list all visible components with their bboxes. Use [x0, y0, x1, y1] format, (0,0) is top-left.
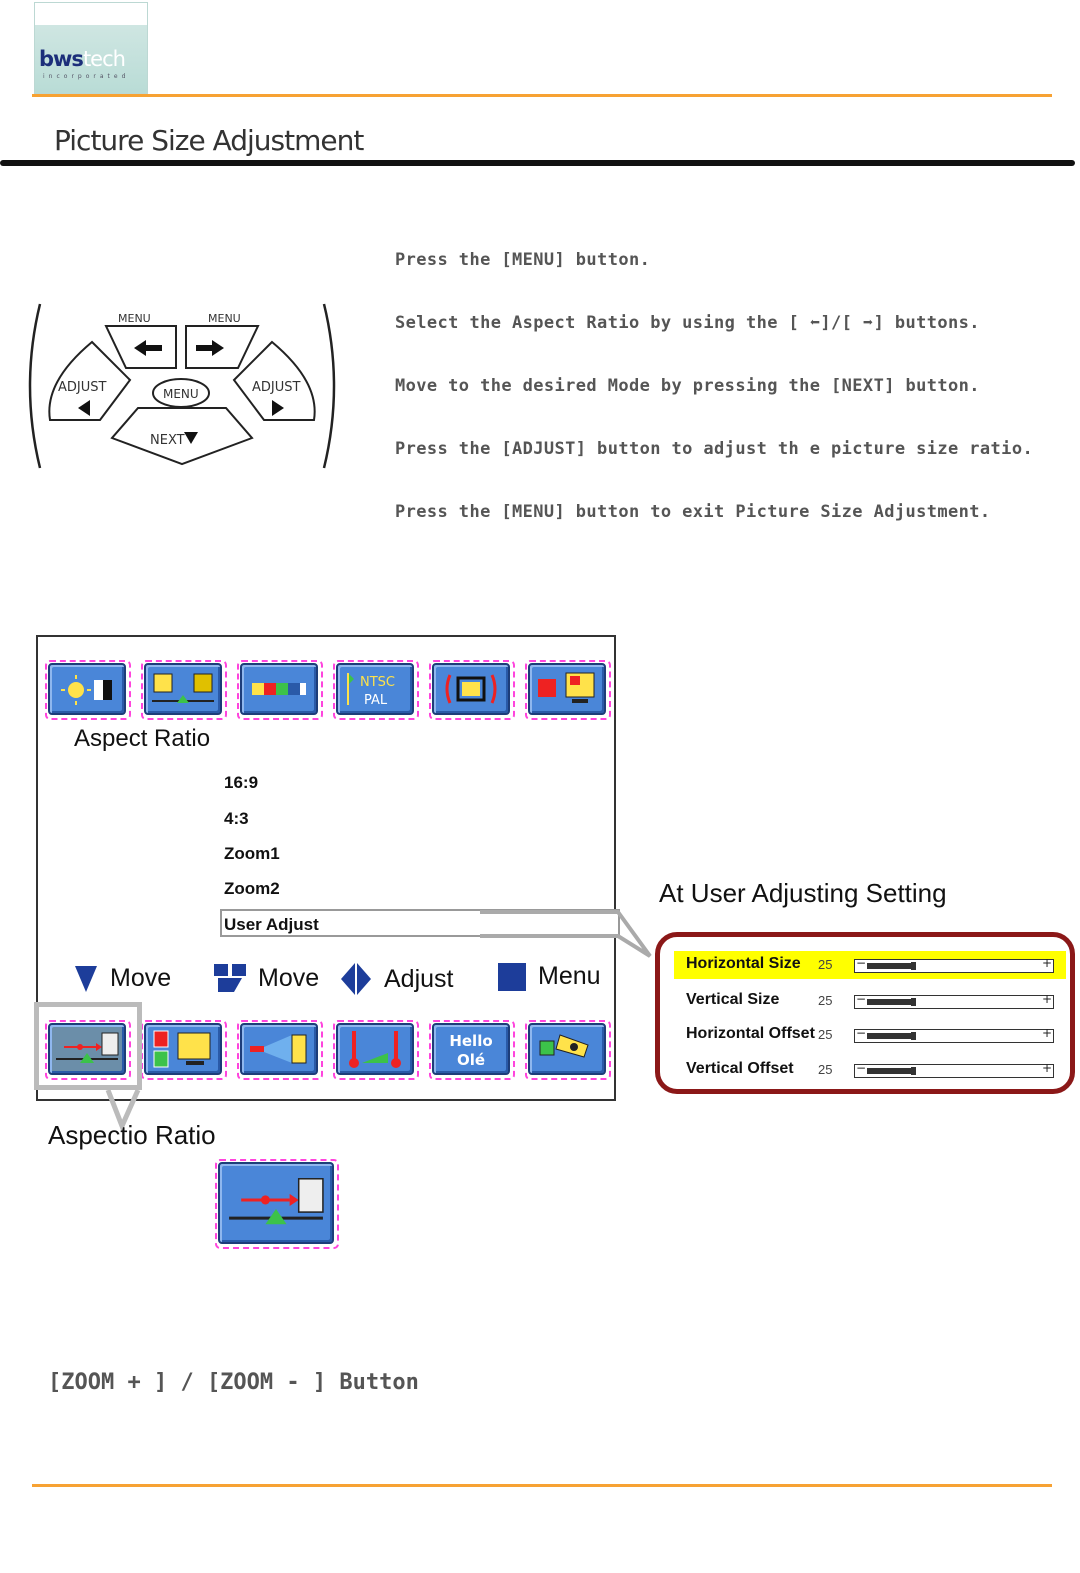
position-tile [144, 663, 222, 715]
ole-label: Olé [456, 1051, 486, 1069]
title-underline [0, 160, 1075, 166]
user-adjust-title: At User Adjusting Setting [659, 878, 947, 908]
ua-label: Vertical Size [686, 991, 780, 1008]
adjust-right-label: ADJUST [252, 380, 301, 395]
option-16-9[interactable]: 16:9 [224, 773, 259, 792]
step-1: Press the [MENU] button. [395, 250, 651, 270]
remote-control-diagram [26, 296, 338, 476]
ntsc-label: NTSC [360, 675, 395, 690]
nav-menu-label: Menu [538, 962, 601, 990]
ua-value: 25 [818, 1062, 833, 1077]
pal-label: PAL [364, 693, 388, 708]
footer-rule [32, 1484, 1052, 1487]
nav-adjust-label: Adjust [384, 964, 454, 993]
step-3: Move to the desired Mode by pressing the [NEXT] button. [395, 376, 980, 396]
aspect-ratio-caption: Aspectio Ratio [48, 1120, 216, 1150]
next-label: NEXT [150, 433, 185, 448]
osd-heading: Aspect Ratio [74, 725, 211, 752]
logo-brand-accent: tech [82, 47, 125, 71]
ua-label: Horizontal Offset [686, 1025, 815, 1042]
step-4: Press the [ADJUST] button to adjust th e picture size ratio. [395, 439, 1034, 459]
logo-brand: bws [39, 47, 83, 71]
logo-tagline: incorporated [43, 73, 130, 80]
ua-slider[interactable]: − + [854, 995, 1054, 1009]
menu-center-label: MENU [163, 387, 199, 401]
color-tile [240, 663, 318, 715]
ua-slider[interactable]: − + [854, 959, 1054, 973]
ua-label: Horizontal Size [686, 955, 801, 972]
ua-value: 25 [818, 957, 833, 972]
ntsc-pal-icon [338, 665, 412, 713]
remote-left-edge [30, 304, 40, 468]
nav-move-label: Move [258, 963, 320, 992]
remote-right-edge [324, 304, 334, 468]
aspect-ratio-large-icon [218, 1162, 334, 1244]
user-adjust-panel [655, 932, 1075, 1094]
position-icon [146, 665, 220, 713]
size-tile [432, 663, 510, 715]
color-bars-icon [242, 665, 316, 713]
size-icon [434, 665, 508, 713]
step-2: Select the Aspect Ratio by using the [ ⬅]/[ ➡] buttons. [395, 313, 980, 333]
step-5: Press the [MENU] button to exit Picture Size Adjustment. [395, 502, 991, 522]
ua-row-horizontal-size[interactable] [674, 951, 1066, 979]
adjust-left-label: ADJUST [58, 380, 107, 395]
zoom-button-heading: [ZOOM + ] / [ZOOM - ] Button [48, 1370, 419, 1395]
ua-value: 25 [818, 993, 833, 1008]
aspect-ratio-callout [34, 1002, 142, 1090]
option-user-adjust[interactable]: User Adjust [224, 915, 319, 934]
brightness-contrast-icon [50, 665, 124, 713]
option-4-3[interactable]: 4:3 [224, 809, 249, 828]
header-rule [32, 94, 1052, 97]
osd-language-tile [528, 663, 606, 715]
company-logo [34, 2, 148, 94]
ua-slider[interactable]: − + [854, 1029, 1054, 1043]
option-zoom2[interactable]: Zoom2 [224, 879, 280, 898]
aspect-ratio-icon [220, 1164, 332, 1242]
page-title: Picture Size Adjustment [54, 124, 364, 157]
hello-label: Hello [449, 1032, 493, 1050]
osd-language-icon [530, 665, 604, 713]
ua-row-vertical-size[interactable] [674, 987, 1066, 1015]
ntsc-pal-tile [336, 663, 414, 715]
ua-row-vertical-offset[interactable] [674, 1056, 1066, 1084]
menu-right-label: MENU [208, 312, 241, 325]
aspect-ratio-tile-large [218, 1162, 334, 1244]
ua-value: 25 [818, 1027, 833, 1042]
option-zoom1[interactable]: Zoom1 [224, 844, 280, 863]
menu-left-label: MENU [118, 312, 151, 325]
ua-label: Vertical Offset [686, 1060, 794, 1077]
ua-row-horizontal-offset[interactable] [674, 1021, 1066, 1049]
nav-move-down-label: Move [110, 963, 172, 992]
brightness-contrast-tile [48, 663, 126, 715]
ua-slider[interactable]: − + [854, 1064, 1054, 1078]
